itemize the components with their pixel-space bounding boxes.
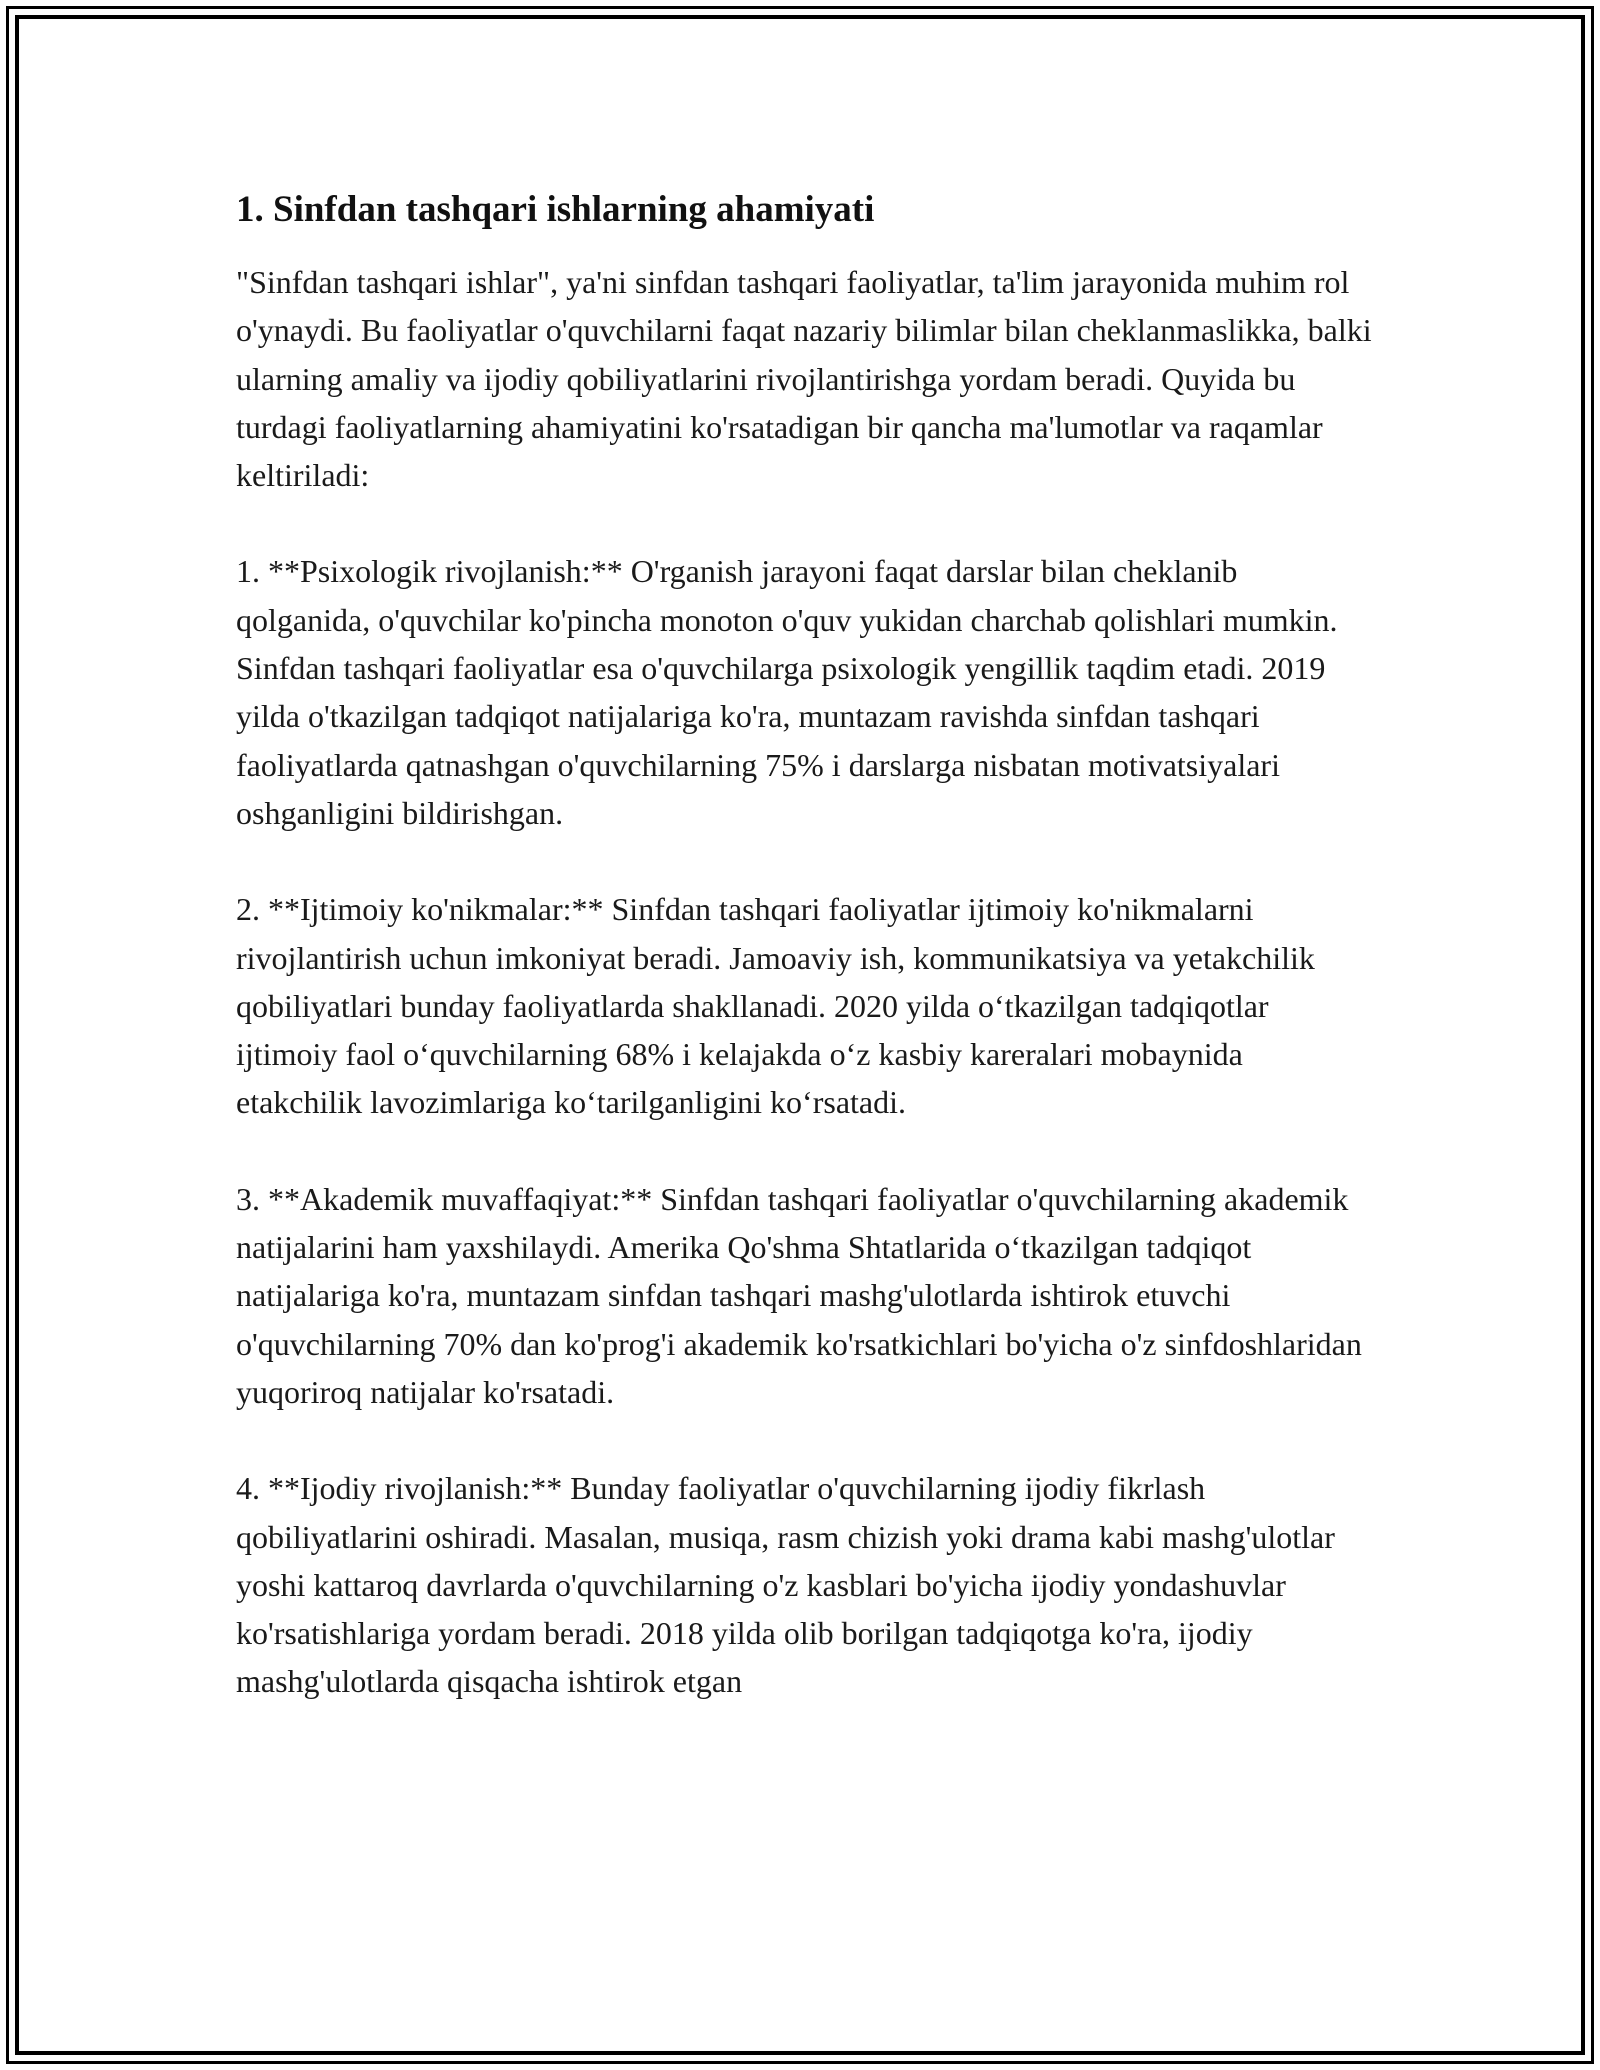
paragraph-academic-success: 3. **Akademik muvaffaqiyat:** Sinfdan tashqari faoliyatlar o'quvchilarning akademik natijalarini ham yaxshilaydi. Amerika Qo'shma Shtatlarida o‘tkazilgan tadqiqot natijalariga ko'ra, muntazam sinfdan tashqari mashg'ulotlarda ishtirok etuvchi o'quvchilarning 70% dan ko'prog'i akademik ko'rsatkichlari bo'yicha o'z sinfdoshlaridan yuqoriroq natijalar ko'rsatadi. — [236, 1180, 1362, 1410]
paragraph-psychological-development: 1. **Psixologik rivojlanish:** O'rganish jarayoni faqat darslar bilan cheklanib qolganida, o'quvchilar ko'pincha monoton o'quv yukidan charchab qolishlari mumkin. Sinfdan tashqari faoliyatlar esa o'quvchilarga psixologik yengillik taqdim etadi. 2019 yilda o'tkazilgan tadqiqot natijalariga ko'ra, muntazam ravishda sinfdan tashqari faoliyatlarda qatnashgan o'quvchilarning 75% i darslarga nisbatan motivatsiyalari oshganligini bildirishgan. — [236, 553, 1338, 831]
document-body — [236, 186, 1376, 1706]
paragraph-social-skills: 2. **Ijtimoiy ko'nikmalar:** Sinfdan tashqari faoliyatlar ijtimoiy ko'nikmalarni rivojlantirish uchun imkoniyat beradi. Jamoaviy ish, kommunikatsiya va yetakchilik qobiliyatlari bunday faoliyatlarda shakllanadi. 2020 yilda o‘tkazilgan tadqiqotlar ijtimoiy faol o‘quvchilarning 68% i kelajakda o‘z kasbiy kareralari mobaynida etakchilik lavozimlariga ko‘tarilganligini ko‘rsatadi. — [236, 891, 1315, 1121]
intro-paragraph: "Sinfdan tashqari ishlar", ya'ni sinfdan tashqari faoliyatlar, ta'lim jarayonida muhim rol o'ynaydi. Bu faoliyatlar o'quvchilarni faqat nazariy bilimlar bilan cheklanmaslikka, balki ularning amaliy va ijodiy qobiliyatlarini rivojlantirishga yordam beradi. Quyida bu turdagi faoliyatlarning ahamiyatini ko'rsatadigan bir qancha ma'lumotlar va raqamlar keltiriladi: — [236, 264, 1372, 494]
page-title: 1. Sinfdan tashqari ishlarning ahamiyati — [236, 189, 875, 230]
paragraph-creative-development: 4. **Ijodiy rivojlanish:** Bunday faoliyatlar o'quvchilarning ijodiy fikrlash qobiliyatlarini oshiradi. Masalan, musiqa, rasm chizish yoki drama kabi mashg'ulotlar yoshi kattaroq davrlarda o'quvchilarning o'z kasblari bo'yicha ijodiy yondashuvlar ko'rsatishlariga yordam beradi. 2018 yilda olib borilgan tadqiqotga ko'ra, ijodiy mashg'ulotlarda qisqacha ishtirok etgan — [236, 1470, 1335, 1700]
